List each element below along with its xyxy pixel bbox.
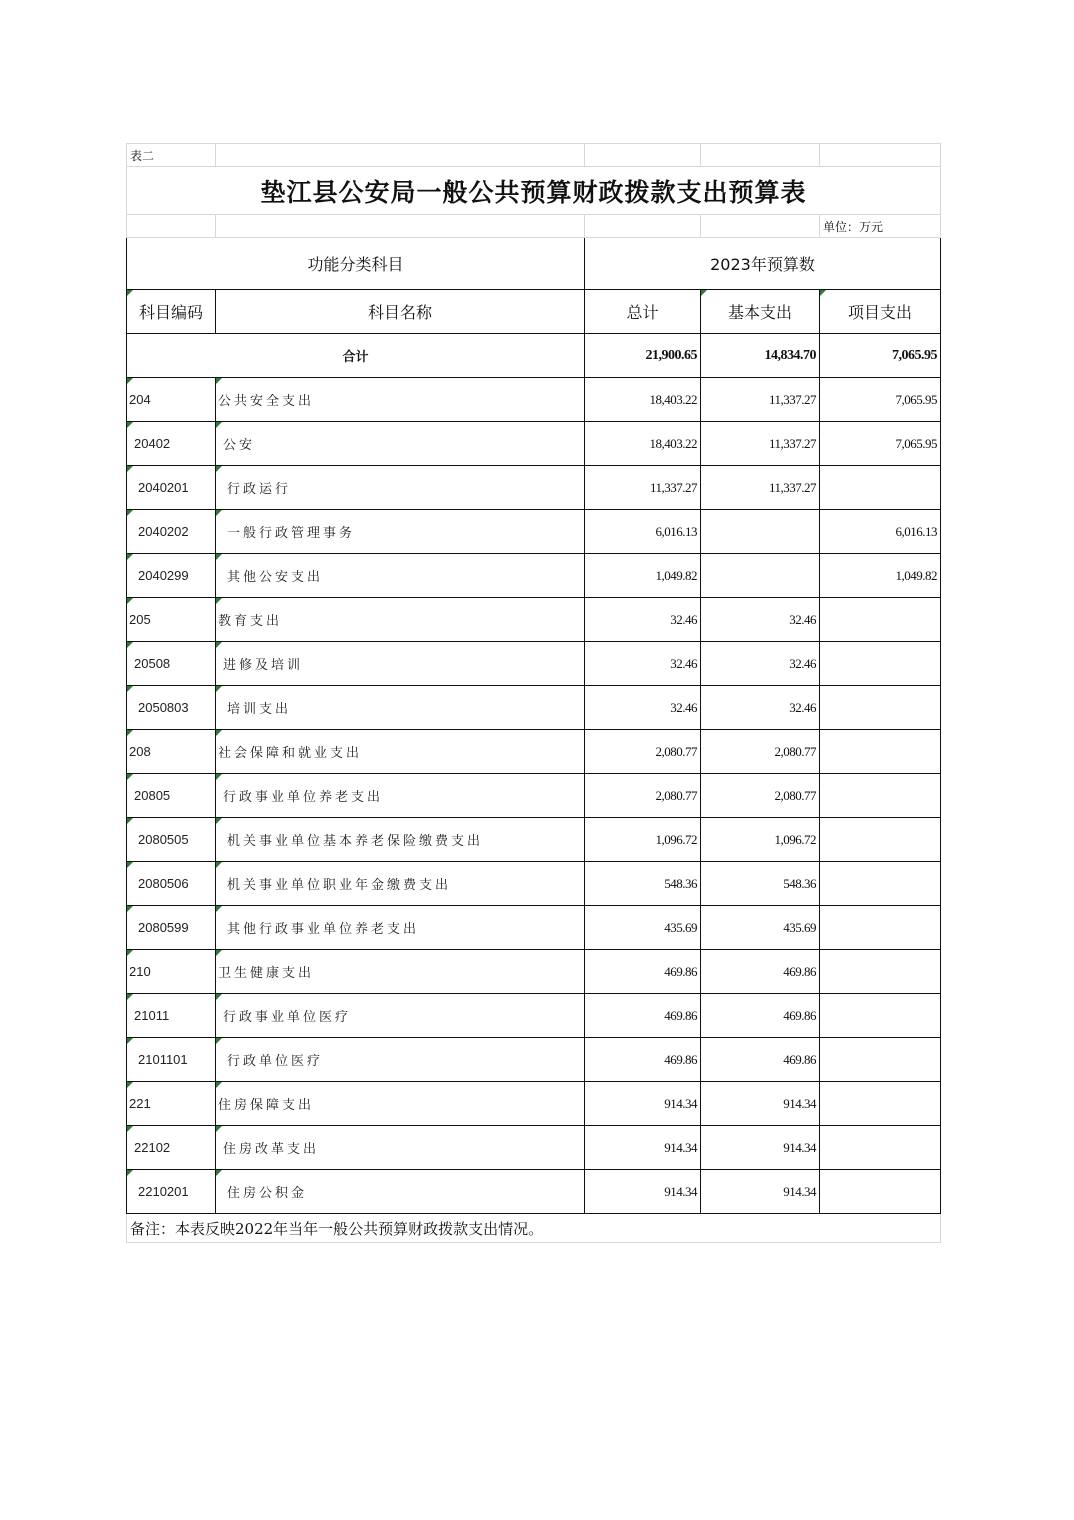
row-project bbox=[820, 818, 941, 862]
row-project bbox=[820, 1082, 941, 1126]
row-project: 6,016.13 bbox=[820, 510, 941, 554]
header-group-row bbox=[127, 238, 941, 290]
row-code: 205 bbox=[127, 598, 216, 642]
total-row bbox=[127, 334, 941, 378]
row-project bbox=[820, 950, 941, 994]
row-project: 7,065.95 bbox=[820, 378, 941, 422]
row-name: 卫生健康支出 bbox=[216, 950, 585, 994]
row-project bbox=[820, 686, 941, 730]
row-project: 7,065.95 bbox=[820, 422, 941, 466]
header-name: 科目名称 bbox=[216, 290, 585, 334]
table-row bbox=[127, 510, 941, 554]
total-project: 7,065.95 bbox=[820, 334, 941, 378]
row-name: 机关事业单位基本养老保险缴费支出 bbox=[216, 818, 585, 862]
row-basic: 914.34 bbox=[701, 1126, 820, 1170]
row-total: 914.34 bbox=[585, 1170, 701, 1214]
row-code: 2101101 bbox=[127, 1038, 216, 1082]
table-row bbox=[127, 466, 941, 510]
table-row bbox=[127, 642, 941, 686]
page-title: 垫江县公安局一般公共预算财政拨款支出预算表 bbox=[127, 167, 941, 215]
row-total: 18,403.22 bbox=[585, 422, 701, 466]
row-basic: 11,337.27 bbox=[701, 422, 820, 466]
row-total: 469.86 bbox=[585, 1038, 701, 1082]
row-basic: 2,080.77 bbox=[701, 774, 820, 818]
header-budget-year: 2023年预算数 bbox=[585, 238, 941, 290]
row-code: 2210201 bbox=[127, 1170, 216, 1214]
row-code: 2040202 bbox=[127, 510, 216, 554]
row-total: 469.86 bbox=[585, 950, 701, 994]
budget-sheet bbox=[126, 143, 940, 1243]
table-row bbox=[127, 1038, 941, 1082]
row-name: 培训支出 bbox=[216, 686, 585, 730]
row-name: 进修及培训 bbox=[216, 642, 585, 686]
row-code: 2040201 bbox=[127, 466, 216, 510]
row-code: 2080599 bbox=[127, 906, 216, 950]
row-name: 住房保障支出 bbox=[216, 1082, 585, 1126]
unit-row bbox=[127, 215, 941, 238]
row-name: 公共安全支出 bbox=[216, 378, 585, 422]
row-basic: 1,096.72 bbox=[701, 818, 820, 862]
table-row bbox=[127, 554, 941, 598]
row-total: 435.69 bbox=[585, 906, 701, 950]
unit-label: 单位：万元 bbox=[820, 215, 941, 238]
row-total: 11,337.27 bbox=[585, 466, 701, 510]
header-total: 总计 bbox=[585, 290, 701, 334]
table-row bbox=[127, 818, 941, 862]
row-project bbox=[820, 1170, 941, 1214]
row-name: 行政事业单位养老支出 bbox=[216, 774, 585, 818]
table-row bbox=[127, 1126, 941, 1170]
row-project bbox=[820, 862, 941, 906]
total-basic: 14,834.70 bbox=[701, 334, 820, 378]
table-row bbox=[127, 950, 941, 994]
row-total: 914.34 bbox=[585, 1082, 701, 1126]
row-code: 20805 bbox=[127, 774, 216, 818]
row-total: 469.86 bbox=[585, 994, 701, 1038]
row-total: 18,403.22 bbox=[585, 378, 701, 422]
row-basic: 32.46 bbox=[701, 642, 820, 686]
title-row bbox=[127, 167, 941, 215]
row-name: 公安 bbox=[216, 422, 585, 466]
row-project bbox=[820, 466, 941, 510]
row-name: 住房改革支出 bbox=[216, 1126, 585, 1170]
row-name: 一般行政管理事务 bbox=[216, 510, 585, 554]
row-basic: 435.69 bbox=[701, 906, 820, 950]
header-code: 科目编码 bbox=[127, 290, 216, 334]
table-row bbox=[127, 598, 941, 642]
row-basic: 914.34 bbox=[701, 1170, 820, 1214]
row-project bbox=[820, 774, 941, 818]
row-name: 教育支出 bbox=[216, 598, 585, 642]
row-code: 210 bbox=[127, 950, 216, 994]
row-project bbox=[820, 1126, 941, 1170]
row-basic: 32.46 bbox=[701, 686, 820, 730]
row-total: 914.34 bbox=[585, 1126, 701, 1170]
row-project: 1,049.82 bbox=[820, 554, 941, 598]
row-basic: 469.86 bbox=[701, 950, 820, 994]
row-project bbox=[820, 598, 941, 642]
row-total: 32.46 bbox=[585, 598, 701, 642]
header-project: 项目支出 bbox=[820, 290, 941, 334]
row-total: 2,080.77 bbox=[585, 774, 701, 818]
table-row bbox=[127, 1170, 941, 1214]
row-basic: 469.86 bbox=[701, 1038, 820, 1082]
table-row bbox=[127, 730, 941, 774]
header-column-row bbox=[127, 290, 941, 334]
table-row bbox=[127, 906, 941, 950]
row-total: 32.46 bbox=[585, 642, 701, 686]
row-name: 行政事业单位医疗 bbox=[216, 994, 585, 1038]
table-note: 备注：本表反映2022年当年一般公共预算财政拨款支出情况。 bbox=[127, 1214, 941, 1243]
row-basic: 914.34 bbox=[701, 1082, 820, 1126]
row-code: 22102 bbox=[127, 1126, 216, 1170]
row-name: 行政运行 bbox=[216, 466, 585, 510]
table-row bbox=[127, 686, 941, 730]
table-body bbox=[127, 378, 941, 1214]
row-total: 548.36 bbox=[585, 862, 701, 906]
row-basic: 32.46 bbox=[701, 598, 820, 642]
table-label: 表二 bbox=[127, 144, 216, 167]
row-total: 2,080.77 bbox=[585, 730, 701, 774]
row-code: 2080506 bbox=[127, 862, 216, 906]
total-label: 合计 bbox=[127, 334, 585, 378]
header-function-category: 功能分类科目 bbox=[127, 238, 585, 290]
row-code: 20508 bbox=[127, 642, 216, 686]
row-project bbox=[820, 906, 941, 950]
row-project bbox=[820, 1038, 941, 1082]
note-row bbox=[127, 1214, 941, 1243]
row-code: 2050803 bbox=[127, 686, 216, 730]
table-row bbox=[127, 774, 941, 818]
table-row bbox=[127, 1082, 941, 1126]
row-name: 其他公安支出 bbox=[216, 554, 585, 598]
table-label-row bbox=[127, 144, 941, 167]
row-total: 32.46 bbox=[585, 686, 701, 730]
row-basic: 469.86 bbox=[701, 994, 820, 1038]
row-code: 221 bbox=[127, 1082, 216, 1126]
row-project bbox=[820, 994, 941, 1038]
row-code: 2040299 bbox=[127, 554, 216, 598]
table-row bbox=[127, 862, 941, 906]
row-code: 208 bbox=[127, 730, 216, 774]
row-project bbox=[820, 730, 941, 774]
row-basic: 11,337.27 bbox=[701, 378, 820, 422]
row-code: 20402 bbox=[127, 422, 216, 466]
row-name: 机关事业单位职业年金缴费支出 bbox=[216, 862, 585, 906]
row-basic bbox=[701, 554, 820, 598]
row-total: 6,016.13 bbox=[585, 510, 701, 554]
row-name: 住房公积金 bbox=[216, 1170, 585, 1214]
row-project bbox=[820, 642, 941, 686]
table-row bbox=[127, 994, 941, 1038]
table-row bbox=[127, 422, 941, 466]
row-total: 1,096.72 bbox=[585, 818, 701, 862]
table-row bbox=[127, 378, 941, 422]
row-basic: 11,337.27 bbox=[701, 466, 820, 510]
row-name: 行政单位医疗 bbox=[216, 1038, 585, 1082]
row-basic: 2,080.77 bbox=[701, 730, 820, 774]
row-name: 社会保障和就业支出 bbox=[216, 730, 585, 774]
row-total: 1,049.82 bbox=[585, 554, 701, 598]
row-basic bbox=[701, 510, 820, 554]
row-basic: 548.36 bbox=[701, 862, 820, 906]
header-basic: 基本支出 bbox=[701, 290, 820, 334]
row-code: 21011 bbox=[127, 994, 216, 1038]
total-total: 21,900.65 bbox=[585, 334, 701, 378]
row-name: 其他行政事业单位养老支出 bbox=[216, 906, 585, 950]
row-code: 2080505 bbox=[127, 818, 216, 862]
row-code: 204 bbox=[127, 378, 216, 422]
budget-table bbox=[126, 143, 941, 1243]
